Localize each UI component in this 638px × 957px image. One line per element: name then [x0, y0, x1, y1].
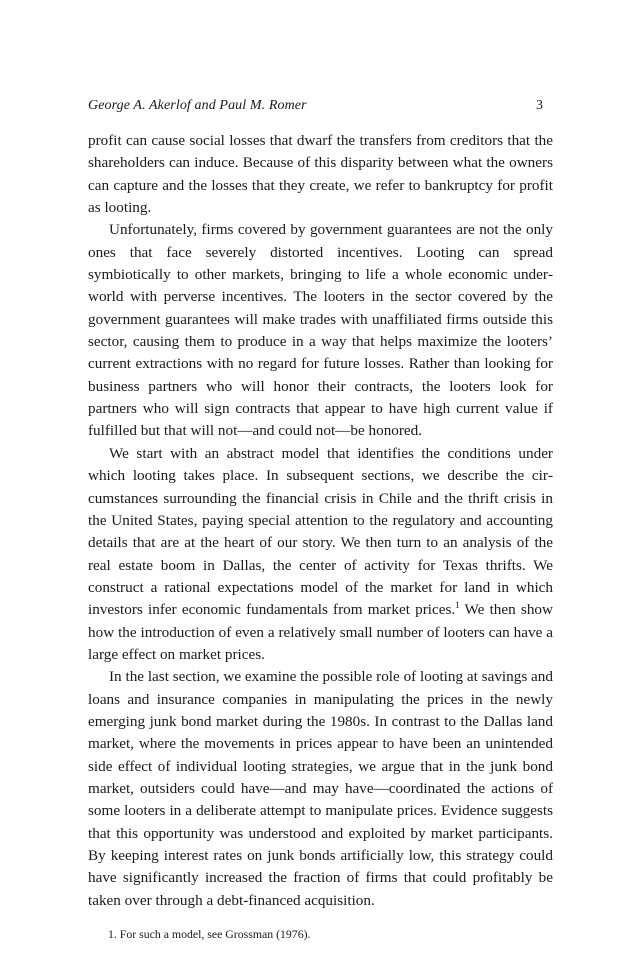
page — [88, 98, 553, 942]
running-head-authors: George A. Akerlof and Paul M. Romer — [88, 98, 307, 113]
paragraph-3 — [88, 443, 553, 666]
paragraph-3-tail: We then show how the introduction of even a relatively small number of looters can have a large effect on market prices. — [88, 601, 553, 663]
footnotes — [88, 926, 553, 942]
paragraph-3-text: We start with an abstract model that identifies the conditions under which looting takes place. In subsequent sections, we describe the circumstances surrounding the financial crisis in Chile and the thrift crisis in the United States, paying special attention to the regulatory and accounting details that are at the heart of our story. We then turn to an analysis of the real estate boom in Dallas, the center of activity for Texas thrifts. We construct a rational expectations model of the market for land in which investors infer economic fundamentals from market prices. — [88, 444, 553, 619]
body-text — [88, 130, 553, 912]
paragraph-4: In the last section, we examine the possible role of looting at savings and loans and insurance companies in manipulating the prices in the newly emerging junk bond market during the 1980s. In contrast to the Dallas land market, where the movements in prices appear to have been an unintended side effect of individual looting strategies, we argue that in the junk bond market, outsiders could have—and may have—coordinated the actions of some looters in a deliberate attempt to manipulate prices. Evidence suggests that this opportunity was understood and exploited by market participants. By keeping interest rates on junk bonds artificially low, this strategy could have significantly increased the fraction of firms that could profitably be taken over through a debt-financed acquisition. — [88, 668, 553, 909]
running-head — [88, 98, 553, 118]
page-number: 3 — [536, 98, 543, 113]
footnote-ref-1[interactable]: 1 — [455, 600, 460, 611]
footnote-1: 1. For such a model, see Grossman (1976). — [108, 927, 311, 942]
paragraph-1: profit can cause social losses that dwarf the transfers from creditors that the shareholders can induce. Because of this disparity between what the owners can capture and the losses that they create, we refer to bankruptcy for profit as looting. — [88, 132, 553, 217]
paragraph-2: Unfortunately, firms covered by government guarantees are not the only ones that face severely distorted incentives. Looting can spread symbiotically to other markets, bringing to life a whole economic underworld with perverse incentives. The looters in the sector covered by the government guarantees will make trades with unaffiliated firms outside this sector, causing them to produce in a way that helps maximize the looters’ current extractions with no regard for future losses. Rather than looking for business partners who will honor their contracts, the looters look for partners who will sign contracts that appear to have high current value if fulfilled but that will not—and could not—be honored. — [88, 221, 553, 440]
